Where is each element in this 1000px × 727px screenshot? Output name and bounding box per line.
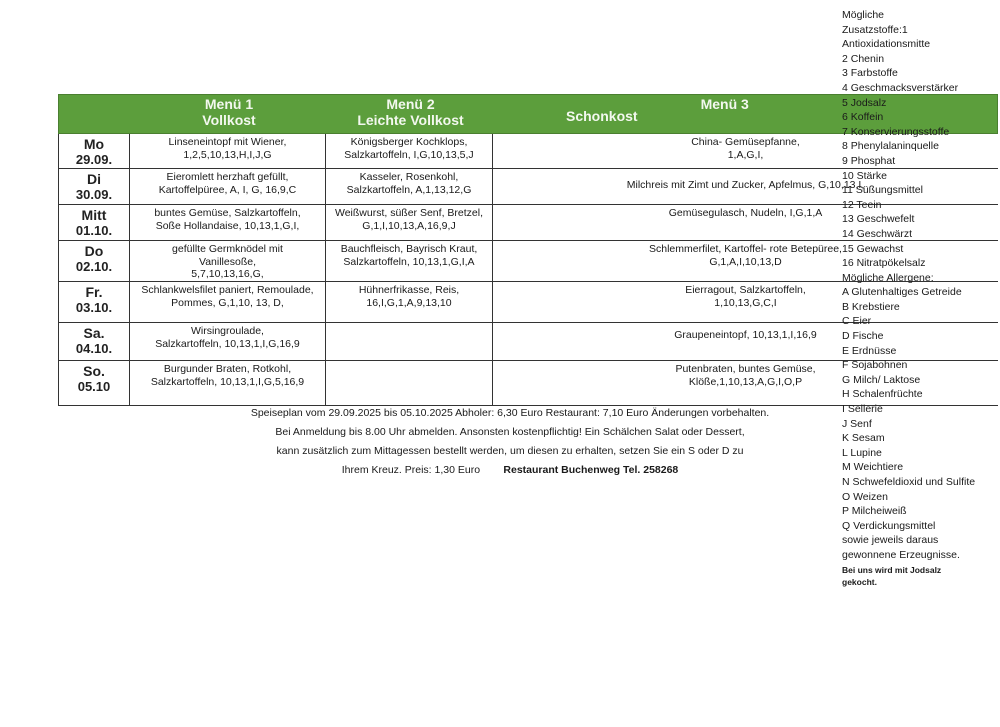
- menu-3-subtitle: Schonkost: [566, 108, 638, 124]
- day-date: 04.10.: [75, 341, 113, 356]
- menu-1-cell: [130, 241, 326, 281]
- legend-line: D Fische: [842, 330, 884, 343]
- menu-2-title: Menü 2: [386, 96, 435, 112]
- header-menu-1: [131, 95, 327, 133]
- menu-2-cell: [326, 361, 493, 405]
- legend-line: H Schalenfrüchte: [842, 388, 923, 401]
- day-name: Sa.: [83, 325, 105, 341]
- dish-text: 16,I,G,1,A,9,13,10: [366, 296, 452, 309]
- menu-2-cell: [326, 323, 493, 360]
- menu-1-cell: [130, 134, 326, 168]
- day-cell: [58, 323, 130, 360]
- dish-text: Eierragout, Salzkartoffeln,: [685, 284, 806, 296]
- dish-text: gefüllte Germknödel mit: [172, 243, 283, 255]
- legend-line: C Eier: [842, 315, 872, 328]
- dish-text: Hühnerfrikasse, Reis,: [358, 284, 460, 296]
- menu-1-cell: [130, 169, 326, 204]
- day-cell: [58, 282, 130, 322]
- iodized-salt-note-1: Bei uns wird mit Jodsalz: [842, 564, 942, 575]
- day-cell: [58, 169, 130, 204]
- dish-text: Salzkartoffeln, 10,13,1,G,I,A: [343, 255, 475, 268]
- footer-line-1: Speiseplan vom 29.09.2025 bis 05.10.2025 Abholer: 6,30 Euro Restaurant: 7,10 Euro Änderungen vorbehalten.: [250, 407, 770, 419]
- menu-1-cell: [130, 323, 326, 360]
- legend-line: 10 Stärke: [842, 169, 887, 182]
- menu-2-cell: [326, 241, 493, 281]
- restaurant-contact: Restaurant Buchenweg Tel. 258268: [503, 464, 679, 476]
- legend-line: 6 Koffein: [842, 111, 884, 124]
- dish-text: Kasseler, Rosenkohl,: [359, 171, 459, 183]
- day-cell: [58, 361, 130, 405]
- legend-line: J Senf: [842, 417, 872, 430]
- dish-text: 1,10,13,G,C,I: [714, 296, 777, 309]
- dish-text: Königsberger Kochklops,: [350, 136, 468, 148]
- legend-line: 9 Phosphat: [842, 154, 896, 167]
- dish-text: 5,7,10,13,16,G,: [191, 268, 264, 280]
- dish-text: Schlemmerfilet, Kartoffel- rote Betepüree,: [649, 243, 842, 255]
- legend-line: Zusatzstoffe:1: [842, 23, 908, 36]
- menu-2-cell: [326, 169, 493, 204]
- menu-2-subtitle: Leichte Vollkost: [357, 112, 464, 128]
- day-name: Fr.: [85, 284, 103, 300]
- day-date: 29.09.: [75, 152, 113, 167]
- dish-text: buntes Gemüse, Salzkartoffeln,: [154, 207, 301, 219]
- legend-line: Mögliche: [842, 9, 885, 21]
- legend-line: 11 Süßungsmittel: [842, 184, 923, 197]
- dish-text: Weißwurst, süßer Senf, Bretzel,: [334, 207, 483, 219]
- legend-line: gewonnene Erzeugnisse.: [842, 548, 960, 561]
- footer-line-3: kann zusätzlich zum Mittagessen bestellt werden, um diesen zu erhalten, setzen Sie ein S oder D zu: [276, 445, 744, 457]
- menu-1-cell: [130, 361, 326, 405]
- dish-text: Schlankwelsfilet paniert, Remoulade,: [141, 284, 314, 296]
- day-name: Mo: [83, 136, 105, 152]
- header-day-column: [59, 95, 131, 133]
- legend-line: 16 Nitratpökelsalz: [842, 257, 926, 270]
- dish-text: Soße Hollandaise, 10,13,1,G,I,: [155, 219, 300, 232]
- legend-line: 8 Phenylalaninquelle: [842, 140, 939, 153]
- legend-line: M Weichtiere: [842, 461, 904, 474]
- menu-3-title: Menü 3: [700, 96, 749, 112]
- dish-text: Putenbraten, buntes Gemüse,: [675, 363, 816, 375]
- dish-text: Salzkartoffeln, 10,13,1,I,G,5,16,9: [150, 375, 305, 388]
- day-date: 01.10.: [75, 223, 113, 238]
- legend-line: sowie jeweils daraus: [842, 534, 939, 547]
- day-name: Do: [84, 243, 104, 259]
- legend-line: 14 Geschwärzt: [842, 227, 913, 240]
- dish-text: Salzkartoffeln, I,G,10,13,5,J: [344, 148, 474, 161]
- dish-text: Salzkartoffeln, 10,13,1,I,G,16,9: [155, 337, 300, 350]
- dish-text: Eieromlett herzhaft gefüllt,: [166, 171, 289, 183]
- day-cell: [58, 241, 130, 281]
- dish-text: Graupeneintopf, 10,13,1,I,16,9: [674, 329, 817, 341]
- footer-price: Ihrem Kreuz. Preis: 1,30 Euro: [341, 464, 481, 476]
- legend-line: 2 Chenin: [842, 52, 885, 65]
- legend-line: Q Verdickungsmittel: [842, 519, 936, 532]
- dish-text: Vanillesoße,: [198, 255, 256, 268]
- legend-line: N Schwefeldioxid und Sulfite: [842, 476, 976, 488]
- day-date: 30.09.: [75, 187, 113, 202]
- dish-text: China- Gemüsepfanne,: [691, 136, 800, 148]
- day-date: 05.10: [77, 379, 111, 394]
- legend-line: 15 Gewachst: [842, 242, 904, 255]
- legend-line: I Sellerie: [842, 403, 883, 416]
- header-menu-2: [327, 95, 494, 133]
- footer-line-4: [200, 461, 820, 480]
- legend-lines: [842, 8, 1000, 563]
- dish-text: G,1,A,I,10,13,D: [709, 255, 782, 268]
- legend-line: P Milcheiweiß: [842, 505, 907, 518]
- dish-text: Klöße,1,10,13,A,G,I,O,P: [688, 375, 803, 388]
- legend-line: K Sesam: [842, 432, 885, 445]
- legend-line: Antioxidationsmitte: [842, 38, 931, 51]
- day-date: 03.10.: [75, 300, 113, 315]
- menu-1-title: Menü 1: [204, 96, 254, 112]
- menu-2-cell: [326, 134, 493, 168]
- menu-1-cell: [130, 205, 326, 240]
- legend-line: 3 Farbstoffe: [842, 67, 898, 80]
- legend-line: A Glutenhaltiges Getreide: [842, 286, 962, 299]
- day-name: So.: [83, 363, 105, 379]
- legend-line: 5 Jodsalz: [842, 96, 887, 109]
- dish-text: Burgunder Braten, Rotkohl,: [163, 363, 292, 375]
- dish-text: Kartoffelpüree, A, I, G, 16,9,C: [158, 183, 297, 196]
- menu-2-cell: [326, 205, 493, 240]
- day-cell: [58, 134, 130, 168]
- legend-line: E Erdnüsse: [842, 344, 897, 357]
- dish-text: Pommes, G,1,10, 13, D,: [171, 296, 284, 309]
- dish-text: 1,2,5,10,13,H,I,J,G: [183, 148, 272, 161]
- dish-text: Gemüsegulasch, Nudeln, I,G,1,A: [668, 207, 823, 219]
- menu-1-cell: [130, 282, 326, 322]
- day-date: 02.10.: [75, 259, 113, 274]
- menu-1-subtitle: Vollkost: [202, 112, 256, 128]
- legend-line: 12 Teein: [842, 198, 882, 211]
- footer-line-2: Bei Anmeldung bis 8.00 Uhr abmelden. Ansonsten kostenpflichtig! Ein Schälchen Salat oder Dessert,: [275, 426, 745, 438]
- dish-text: Milchreis mit Zimt und Zucker, Apfelmus, G,10,13,I,: [626, 179, 865, 191]
- legend-line: 13 Geschwefelt: [842, 213, 915, 226]
- legend-line: G Milch/ Laktose: [842, 373, 921, 386]
- legend-line: B Krebstiere: [842, 300, 900, 313]
- legend-line: 7 Konservierungsstoffe: [842, 125, 950, 138]
- iodized-salt-note-2: gekocht.: [842, 576, 877, 587]
- dish-text: Salzkartoffeln, A,1,13,12,G: [346, 183, 472, 196]
- legend-line: 4 Geschmacksverstärker: [842, 81, 959, 94]
- day-name: Di: [87, 171, 101, 187]
- dish-text: Bauchfleisch, Bayrisch Kraut,: [340, 243, 478, 255]
- day-name: Mitt: [81, 207, 107, 223]
- dish-text: Wirsingroulade,: [191, 325, 264, 337]
- legend-line: L Lupine: [842, 446, 882, 459]
- legend-line: F Sojabohnen: [842, 359, 908, 372]
- day-cell: [58, 205, 130, 240]
- legend-line: Mögliche Allergene:: [842, 271, 934, 284]
- footer-info: [200, 404, 820, 480]
- additives-allergens-legend: [842, 8, 1000, 587]
- dish-text: 1,A,G,I,: [727, 148, 764, 161]
- dish-text: G,1,I,10,13,A,16,9,J: [362, 219, 456, 232]
- menu-2-cell: [326, 282, 493, 322]
- legend-line: O Weizen: [842, 490, 888, 503]
- dish-text: Linseneintopf mit Wiener,: [168, 136, 287, 148]
